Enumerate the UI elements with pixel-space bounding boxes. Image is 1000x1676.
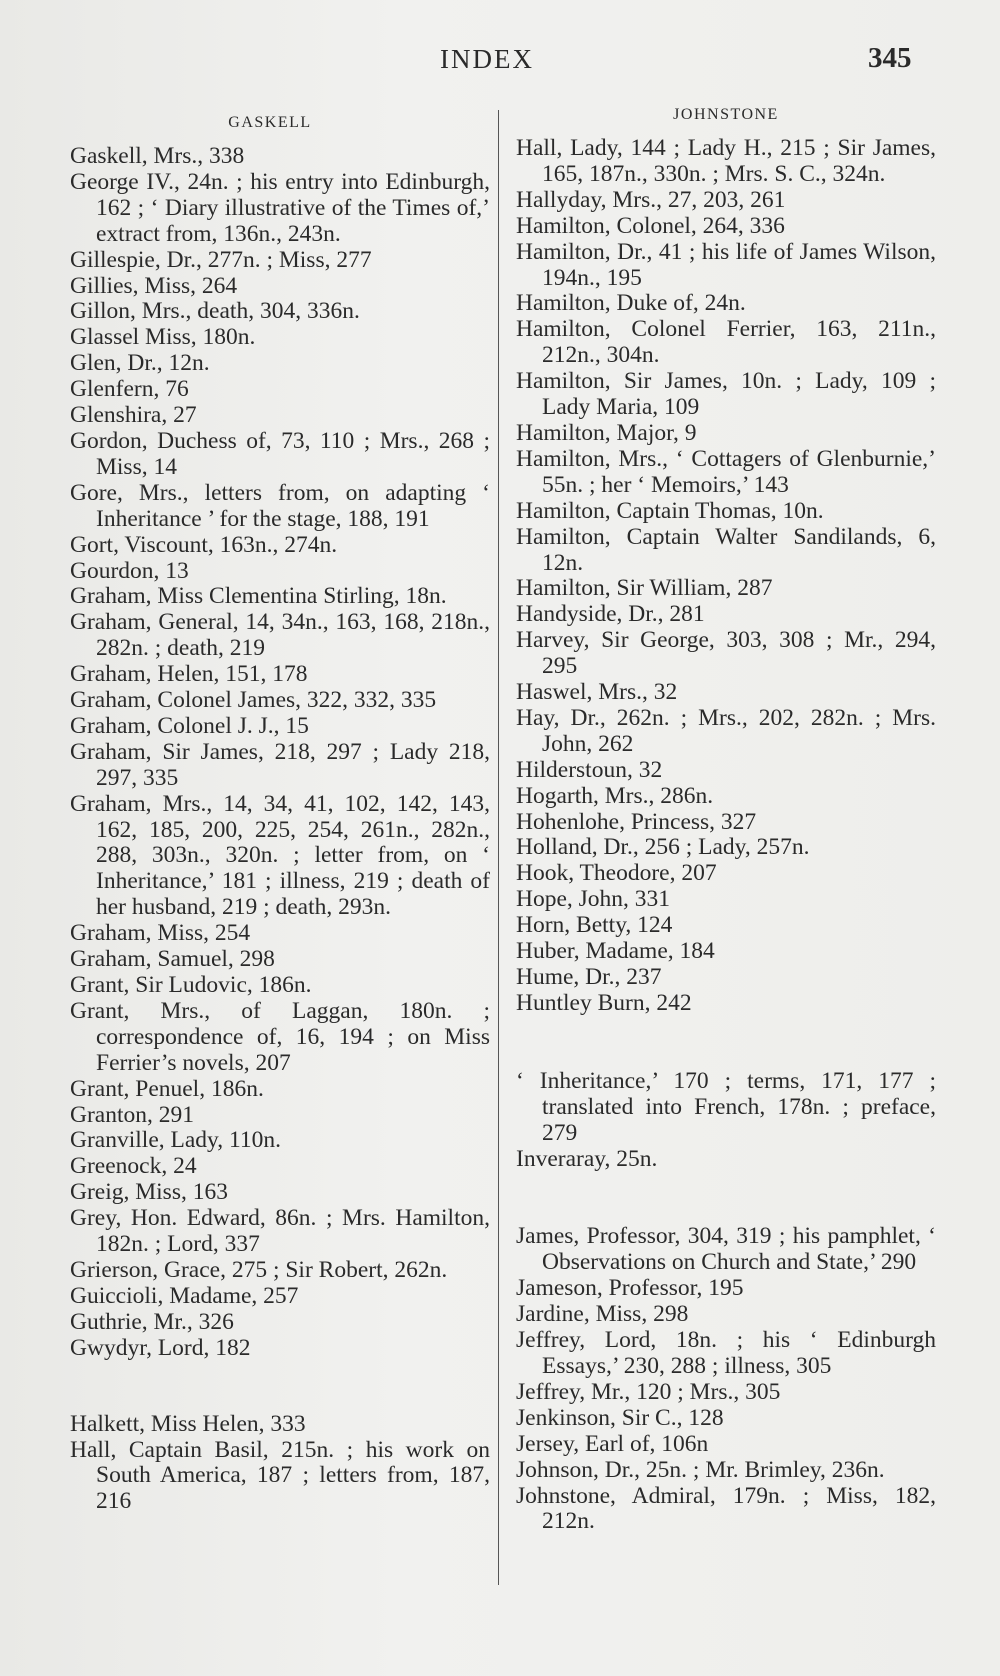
left-entries-list [70, 144, 490, 1362]
index-entry: Graham, Miss, 254 [70, 920, 251, 947]
index-entry: Hay, Dr., 262n. ; Mrs., 202, 282n. ; Mrs. John, 262 [516, 704, 936, 757]
column-rule [498, 110, 499, 1585]
index-entry: James, Professor, 304, 319 ; his pamphlet, ‘ Observations on Church and State,’ 290 [516, 1223, 936, 1276]
index-entry: Jameson, Professor, 195 [516, 1275, 744, 1302]
index-entry: Hume, Dr., 237 [516, 964, 662, 990]
index-entry: Gort, Viscount, 163n., 274n. [70, 531, 338, 558]
index-entry: Gordon, Duchess of, 73, 110 ; Mrs., 268 ; Miss, 14 [70, 427, 490, 480]
index-entry: George IV., 24n. ; his entry into Edinburgh, 162 ; ‘ Diary illustrative of the Times of,’ extract from, 136n., 243n. [70, 168, 490, 247]
index-entry: Hamilton, Sir William, 287 [516, 575, 773, 602]
section-gap [516, 1172, 936, 1224]
section-gap [516, 1017, 936, 1069]
right-entries-list [516, 136, 936, 1017]
index-entry: Gore, Mrs., letters from, on adapting ‘ Inheritance ’ for the stage, 188, 191 [70, 479, 490, 532]
index-entry: Hamilton, Major, 9 [516, 419, 697, 446]
index-entry: Guthrie, Mr., 326 [70, 1308, 234, 1335]
index-entry: Graham, Mrs., 14, 34, 41, 102, 142, 143, 162, 185, 200, 225, 254, 261n., 282n., 288, 303n., 320n. ; letter from, on ‘ Inheritance,’ 181 ; illness, 219 ; death of her husband, 219 ; death, 293n. [70, 790, 490, 921]
index-entry: Glenfern, 76 [70, 376, 189, 403]
index-entry: Hope, John, 331 [516, 886, 671, 913]
index-entry: Graham, Samuel, 298 [70, 946, 275, 973]
index-entry: Granton, 291 [70, 1101, 195, 1128]
index-entry: Hamilton, Dr., 41 ; his life of James Wilson, 194n., 195 [516, 238, 936, 291]
left-column-heading: GASKELL [228, 114, 312, 131]
index-entry: Gwydyr, Lord, 182 [70, 1334, 251, 1361]
index-entry: Gaskell, Mrs., 338 [70, 143, 245, 169]
index-entry: Jenkinson, Sir C., 128 [516, 1404, 724, 1431]
index-entry: Hogarth, Mrs., 286n. [516, 782, 714, 809]
index-entry: Jeffrey, Mr., 120 ; Mrs., 305 [516, 1378, 781, 1405]
index-entry: Jardine, Miss, 298 [516, 1301, 689, 1328]
running-head [0, 42, 1000, 82]
index-entry: Graham, Sir James, 218, 297 ; Lady 218, 297, 335 [70, 738, 490, 791]
index-entry: Grierson, Grace, 275 ; Sir Robert, 262n. [70, 1256, 448, 1283]
index-entry: Gillies, Miss, 264 [70, 272, 238, 299]
index-entry: Horn, Betty, 124 [516, 912, 673, 939]
index-entry: Graham, Helen, 151, 178 [70, 661, 308, 688]
index-entry: Glen, Dr., 12n. [70, 350, 210, 377]
index-entry: Graham, Colonel James, 322, 332, 335 [70, 687, 437, 714]
index-entry: Hamilton, Colonel Ferrier, 163, 211n., 212n., 304n. [516, 316, 936, 369]
index-entry: Granville, Lady, 110n. [70, 1127, 282, 1154]
index-entry: Guiccioli, Madame, 257 [70, 1282, 299, 1309]
index-entry: Gillespie, Dr., 277n. ; Miss, 277 [70, 246, 372, 273]
index-entry: Hallyday, Mrs., 27, 203, 261 [516, 186, 786, 213]
index-entry: Johnson, Dr., 25n. ; Mr. Brimley, 236n. [516, 1456, 885, 1483]
index-entry: Huber, Madame, 184 [516, 938, 715, 965]
index-entry: Hamilton, Mrs., ‘ Cottagers of Glenburnie,’ 55n. ; her ‘ Memoirs,’ 143 [516, 445, 936, 498]
index-entry: Glenshira, 27 [70, 402, 197, 429]
right-column [516, 104, 936, 1535]
index-entry: ‘ Inheritance,’ 170 ; terms, 171, 177 ; translated into French, 178n. ; preface, 279 [516, 1067, 936, 1146]
left-entries-h-list [70, 1412, 490, 1516]
index-entry: Gourdon, 13 [70, 557, 189, 584]
index-entry: Graham, Colonel J. J., 15 [70, 712, 309, 739]
index-entry: Grant, Mrs., of Laggan, 180n. ; correspondence of, 16, 194 ; on Miss Ferrier’s novels, 207 [70, 997, 490, 1076]
page-number: 345 [868, 42, 912, 74]
index-entry: Harvey, Sir George, 303, 308 ; Mr., 294, 295 [516, 627, 936, 680]
left-column [70, 112, 490, 1515]
index-entry: Hamilton, Colonel, 264, 336 [516, 212, 785, 239]
right-entries-j-list [516, 1224, 936, 1535]
index-entry: Hamilton, Sir James, 10n. ; Lady, 109 ; Lady Maria, 109 [516, 368, 936, 421]
index-entry: Graham, General, 14, 34n., 163, 168, 218n., 282n. ; death, 219 [70, 609, 490, 662]
index-entry: Huntley Burn, 242 [516, 989, 692, 1016]
index-entry: Greenock, 24 [70, 1153, 197, 1180]
index-entry: Glassel Miss, 180n. [70, 324, 256, 351]
right-entries-i-list [516, 1069, 936, 1173]
index-entry: Hilderstoun, 32 [516, 756, 663, 783]
index-entry: Graham, Miss Clementina Stirling, 18n. [70, 583, 447, 610]
running-title: INDEX [440, 44, 534, 74]
index-entry: Greig, Miss, 163 [70, 1179, 228, 1206]
index-entry: Holland, Dr., 256 ; Lady, 257n. [516, 834, 810, 861]
index-entry: Hamilton, Captain Walter Sandilands, 6, 12n. [516, 523, 936, 576]
index-entry: Hamilton, Duke of, 24n. [516, 290, 746, 317]
index-entry: Halkett, Miss Helen, 333 [70, 1410, 306, 1437]
index-entry: Grey, Hon. Edward, 86n. ; Mrs. Hamilton, 182n. ; Lord, 337 [70, 1205, 490, 1258]
index-entry: Jeffrey, Lord, 18n. ; his ‘ Edinburgh Essays,’ 230, 288 ; illness, 305 [516, 1327, 936, 1379]
index-entry: Hook, Theodore, 207 [516, 860, 717, 887]
index-entry: Handyside, Dr., 281 [516, 601, 705, 628]
index-entry: Haswel, Mrs., 32 [516, 679, 678, 706]
index-entry: Hall, Lady, 144 ; Lady H., 215 ; Sir James, 165, 187n., 330n. ; Mrs. S. C., 324n. [516, 135, 936, 187]
section-gap [70, 1362, 490, 1412]
index-entry: Inveraray, 25n. [516, 1145, 658, 1172]
index-entry: Gillon, Mrs., death, 304, 336n. [70, 298, 360, 325]
index-entry: Hall, Captain Basil, 215n. ; his work on South America, 187 ; letters from, 187, 216 [70, 1436, 490, 1515]
right-column-heading: JOHNSTONE [673, 106, 779, 123]
index-entry: Grant, Sir Ludovic, 186n. [70, 972, 312, 998]
index-entry: Hohenlohe, Princess, 327 [516, 808, 757, 835]
index-entry: Jersey, Earl of, 106n [516, 1430, 709, 1457]
index-entry: Grant, Penuel, 186n. [70, 1075, 264, 1102]
index-entry: Johnstone, Admiral, 179n. ; Miss, 182, 212n. [516, 1482, 936, 1535]
index-entry: Hamilton, Captain Thomas, 10n. [516, 497, 824, 524]
